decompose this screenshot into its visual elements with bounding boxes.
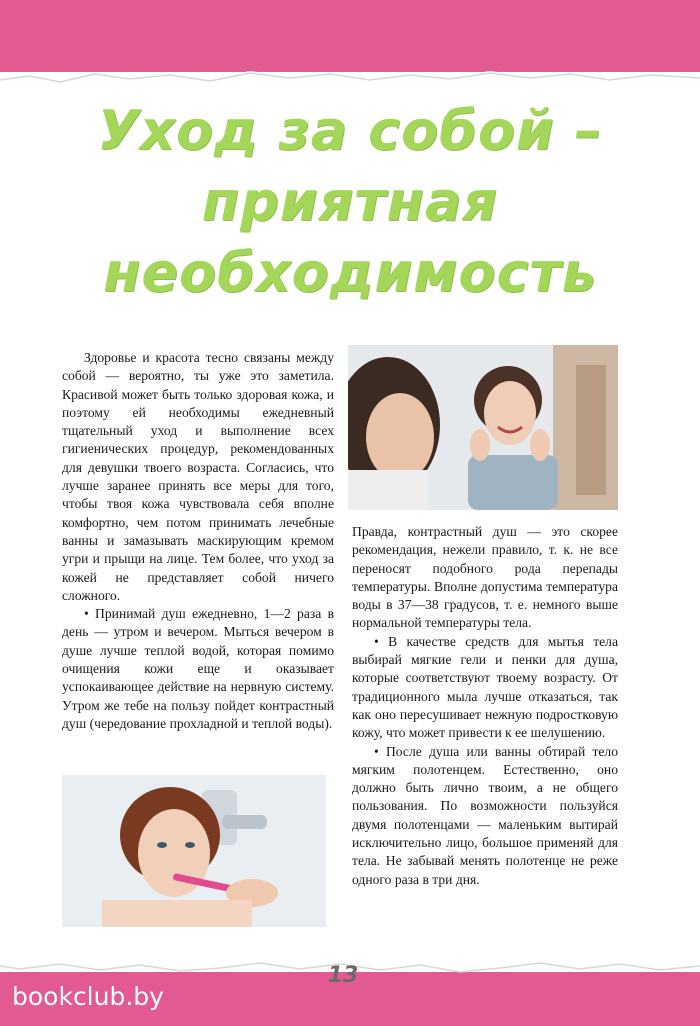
page-title <box>60 95 640 308</box>
watermark: bookclub.by <box>12 982 164 1011</box>
text-column-left <box>62 349 334 733</box>
page-number: 13 <box>327 963 359 988</box>
paragraph-towel: • После душа или ванны обтирай тело мягким полотенцем. Естественно, оно должно быть лично твоим, а не общего пользования. По возможности пользуйся двумя полотенцами — маленьким вытирай исключительно лицо, большое применяй для тела. Не забывай менять полотенце не реже одного раза в три дня. <box>352 743 618 887</box>
paragraph-gels: • В качестве средств для мытья тела выбирай мягкие гели и пенки для душа, которые соответствуют твоему возрасту. От традиционного мыла лучше отказаться, так как оно пересушивает нежную подростковую кожу, что может привести к ее шелушению. <box>352 633 618 741</box>
title-line-2: приятная <box>201 170 499 233</box>
paragraph-contrast-shower: Правда, контрастный душ — это скорее рекомендация, нежели правило, т. к. не все переносят подобного рода перепады температуры. Вполне допустима температура воды в 37—38 градусов, т. е. немного выше нормальной температуры тела. <box>352 524 618 631</box>
title-line-1: Уход за собой – <box>97 99 603 162</box>
paragraph-intro: Здоровье и красота тесно связаны между собой — вероятно, ты уже это заметила. Красивой может быть только здоровая кожа, и поэтому ей необходимы ежедневный тщательный уход и выполнение всех гигиенических процедур, рекомендованных для девушки твоего возраста. Согласись, что лучше заранее принять все меры для того, чтобы твоя кожа чувствовала себя вполне комфортно, чем потом принимать лечебные ванны и замазывать маскирующим кремом угри и прыщи на лице. Тем более, что уход за кожей не представляет собой ничего сложного. <box>62 350 334 603</box>
photo-girl-brushing-teeth <box>62 775 326 927</box>
paragraph-shower: • Принимай душ ежедневно, 1—2 раза в день — утром и вечером. Мыться вечером в душе лучше теплой водой, которая помимо очищения кожи еще и оказывает успокаивающее действие на нервную систему. Утром же тебе на пользу пойдет контрастный душ (чередование прохладной и теплой воды). <box>62 606 334 731</box>
text-column-right <box>352 523 618 889</box>
photo-girl-at-mirror <box>348 345 618 510</box>
torn-paper-top-edge <box>0 60 700 88</box>
title-line-3: необходимость <box>103 241 597 304</box>
